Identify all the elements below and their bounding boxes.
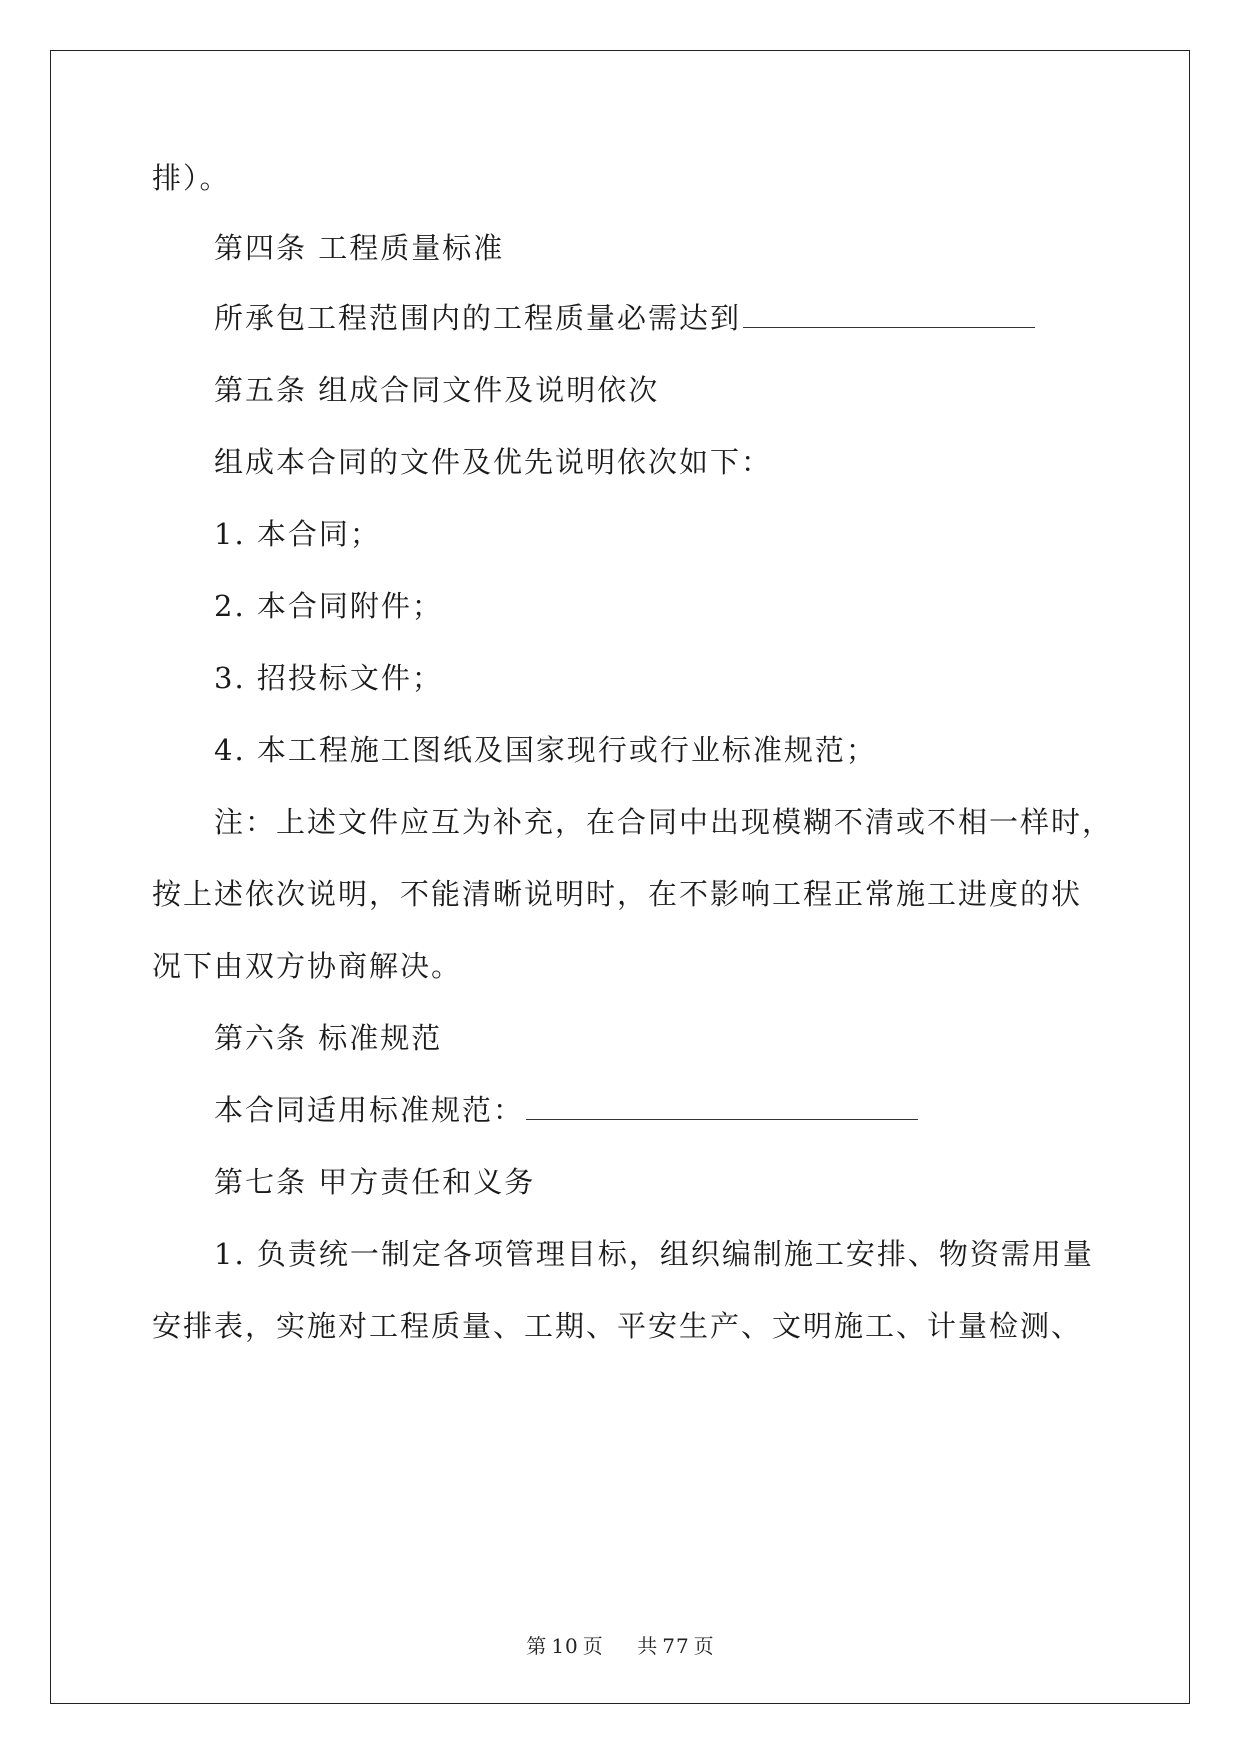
total-prefix: 共: [637, 1634, 659, 1658]
list-item: 2. 本合同附件；: [214, 589, 443, 623]
text-line: 注：上述文件应互为补充，在合同中出现模糊不清或不相一样时，: [214, 805, 1114, 839]
list-item: 3. 招投标文件；: [214, 661, 443, 695]
text-line: 排）。: [152, 161, 231, 195]
article-heading: 第四条 工程质量标准: [214, 231, 505, 265]
total-suffix: 页: [693, 1634, 715, 1658]
page-suffix: 页: [582, 1634, 604, 1658]
page-prefix: 第: [526, 1634, 548, 1658]
list-item: 1. 负责统一制定各项管理目标，组织编制施工安排、物资需用量: [214, 1237, 1094, 1271]
article-heading: 第六条 标准规范: [214, 1021, 443, 1055]
page-footer: [0, 1630, 1241, 1659]
total-pages: 77: [662, 1634, 690, 1658]
text-line-with-blank: [214, 1090, 918, 1130]
text-line: 况下由双方协商解决。: [152, 949, 463, 983]
text-line: 安排表，实施对工程质量、工期、平安生产、文明施工、计量检测、: [152, 1309, 1083, 1343]
page-number: 10: [551, 1634, 579, 1658]
list-item: 4. 本工程施工图纸及国家现行或行业标准规范；: [214, 733, 877, 767]
article-heading: 第五条 组成合同文件及说明依次: [214, 373, 660, 407]
list-item: 1. 本合同；: [214, 517, 381, 551]
text-line-with-blank: [214, 298, 1035, 338]
fill-in-blank: [526, 1093, 918, 1120]
text-line: 所承包工程范围内的工程质量必需达到: [214, 301, 742, 335]
text-line: 组成本合同的文件及优先说明依次如下：: [214, 445, 773, 479]
fill-in-blank: [743, 301, 1035, 328]
article-heading: 第七条 甲方责任和义务: [214, 1165, 536, 1199]
text-line: 按上述依次说明，不能清晰说明时，在不影响工程正常施工进度的状: [152, 877, 1083, 911]
text-line: 本合同适用标准规范：: [214, 1093, 525, 1127]
